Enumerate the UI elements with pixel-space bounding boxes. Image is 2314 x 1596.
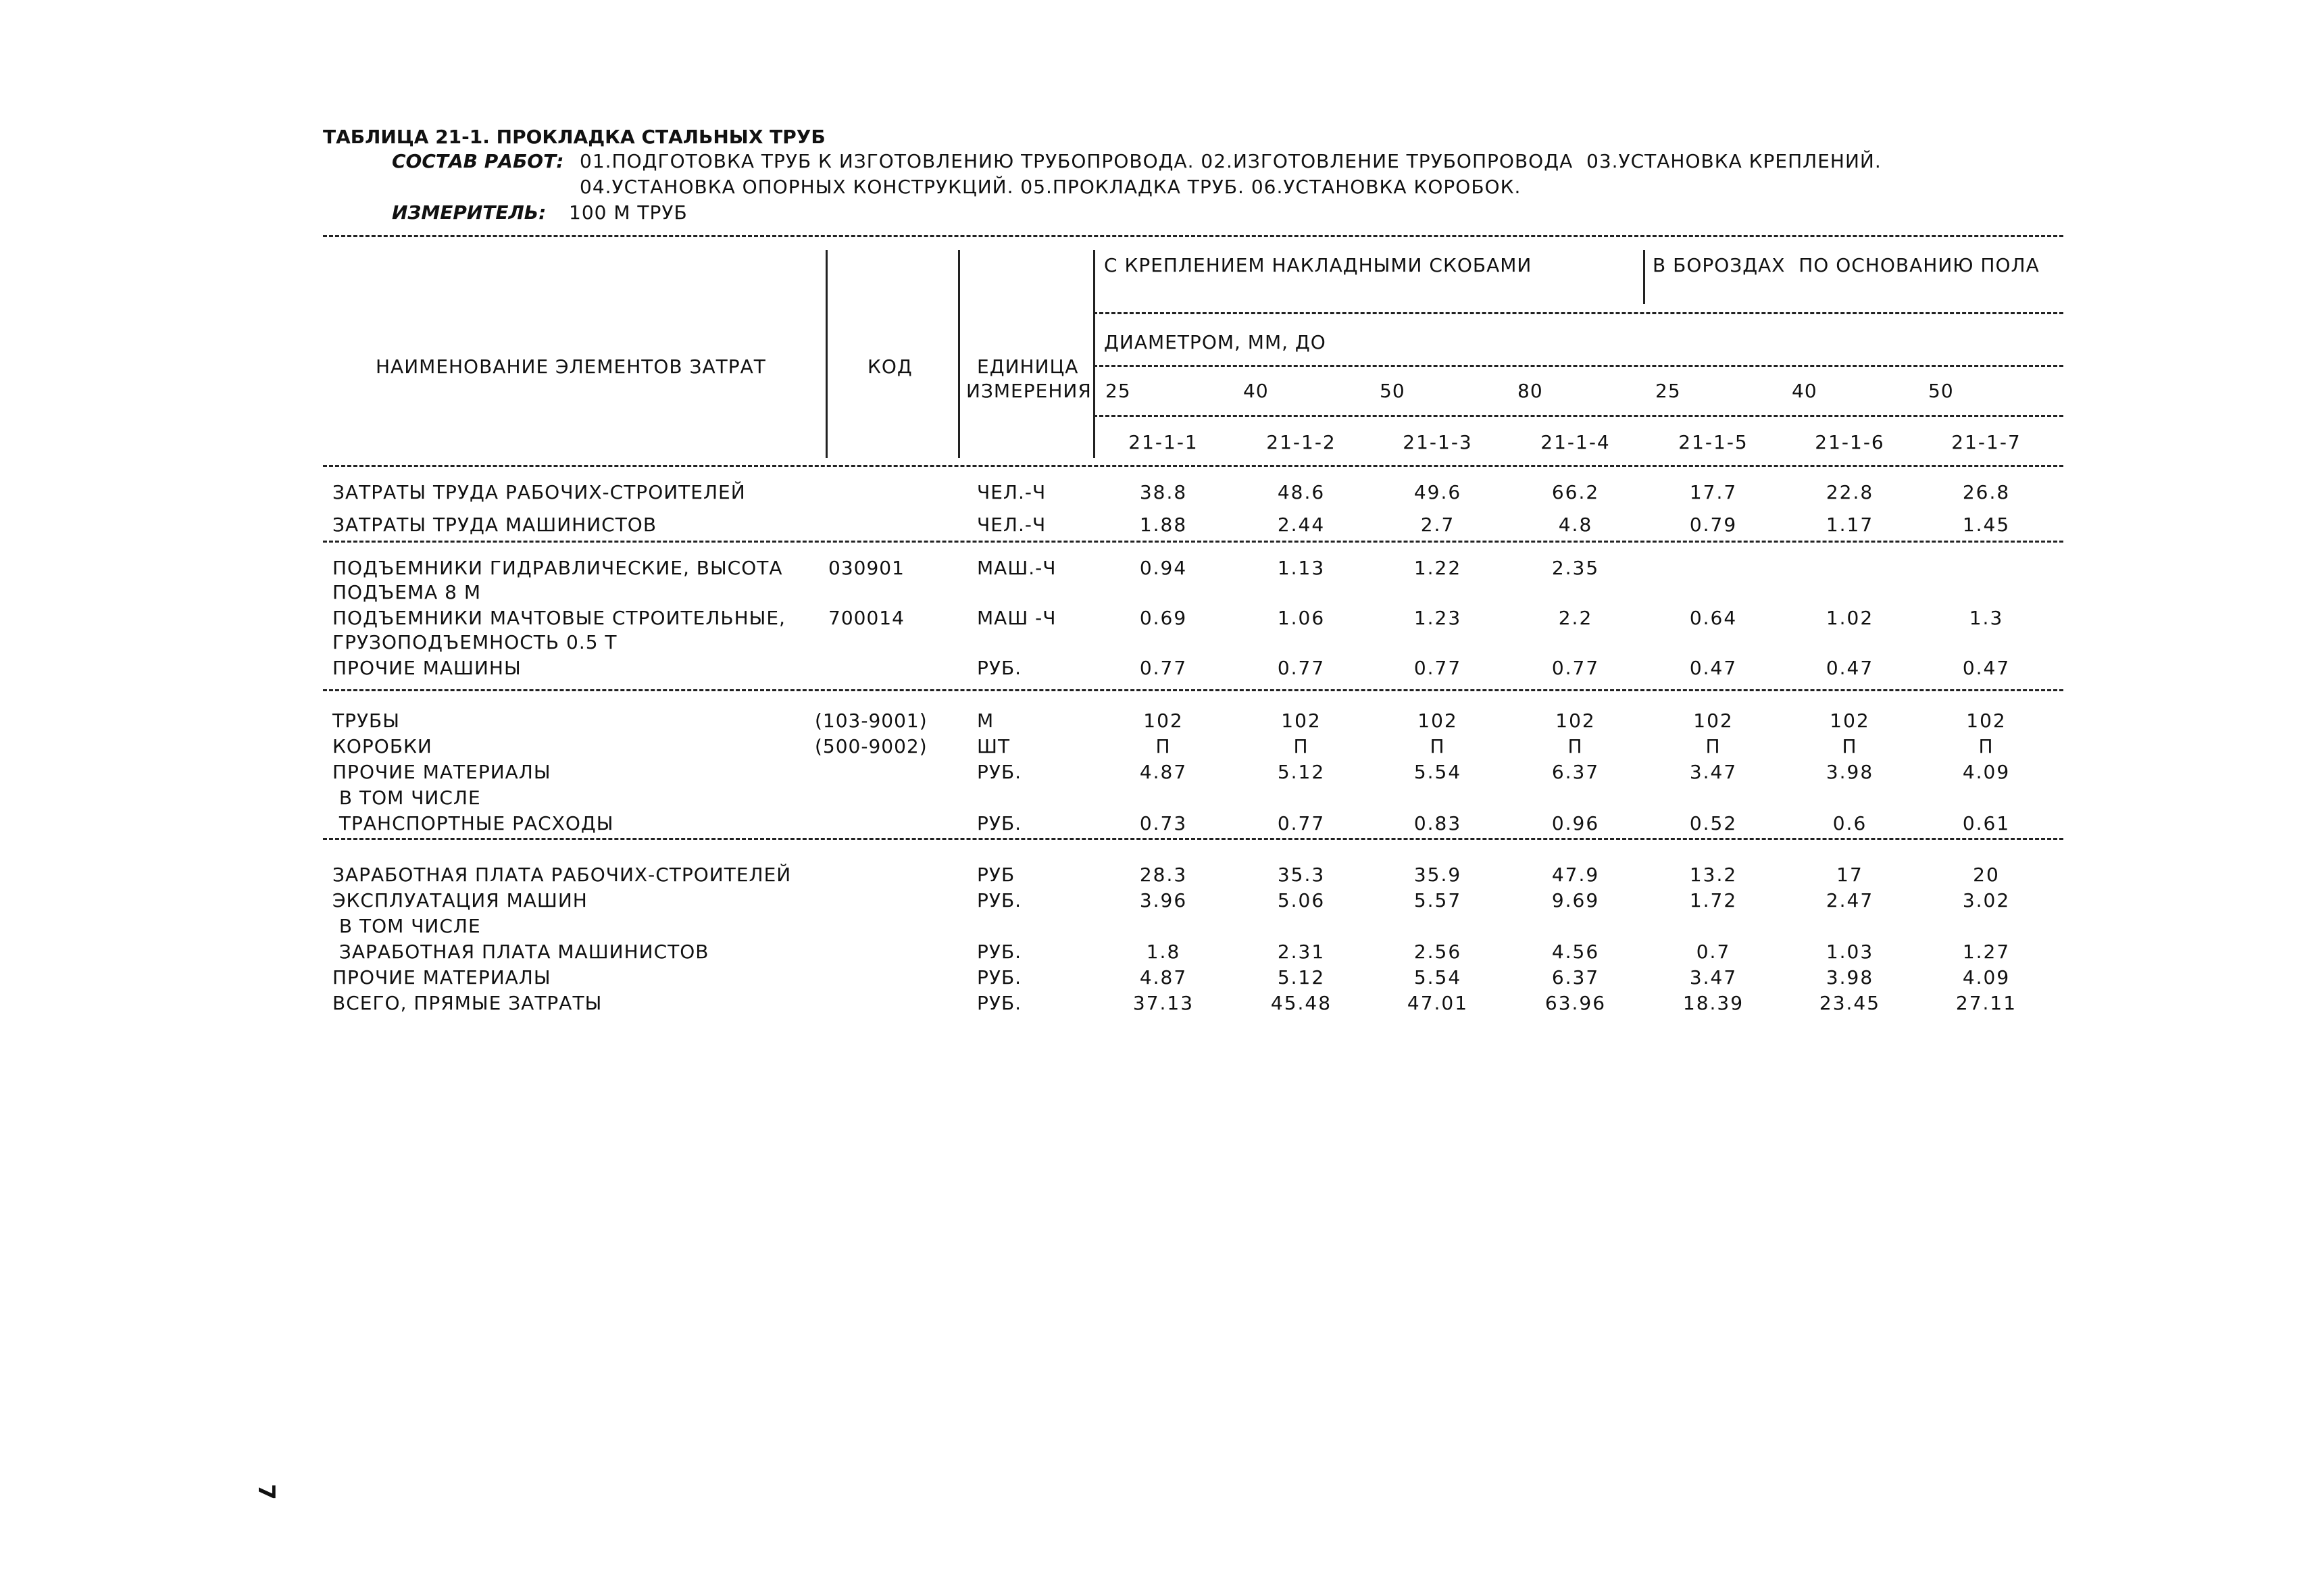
row-value: 1.22 — [1413, 557, 1462, 579]
row-value: 2.7 — [1420, 514, 1455, 536]
row-value: 2.31 — [1277, 941, 1326, 963]
row-value: 0.7 — [1696, 941, 1731, 963]
row-unit: РУБ. — [977, 761, 1022, 783]
row-value: 0.77 — [1139, 657, 1188, 679]
row-value: 1.88 — [1139, 514, 1188, 536]
row-value: 3.98 — [1826, 761, 1874, 783]
row-value: 0.96 — [1551, 812, 1600, 834]
work-line-2: 04.УСТАНОВКА ОПОРНЫХ КОНСТРУКЦИЙ. 05.ПРОКЛАДКА ТРУБ. 06.УСТАНОВКА КОРОБОК. — [580, 176, 1521, 198]
row-unit: РУБ. — [977, 657, 1022, 679]
row-value: П — [1705, 735, 1721, 757]
row-value: 5.12 — [1277, 761, 1326, 783]
row-code: (500-9002) — [815, 735, 928, 757]
row-value: 6.37 — [1551, 761, 1600, 783]
row-name: ЗАРАБОТНАЯ ПЛАТА РАБОЧИХ-СТРОИТЕЛЕЙ — [332, 864, 792, 886]
page-number: 7 — [252, 1484, 280, 1500]
group-divider — [1643, 250, 1645, 304]
row-value: 5.12 — [1277, 966, 1326, 989]
row-value: 22.8 — [1826, 481, 1874, 503]
row-value: 6.37 — [1551, 966, 1600, 989]
row-name: ТРУБЫ — [332, 709, 400, 732]
row-unit: РУБ. — [977, 966, 1022, 989]
row-value: 5.54 — [1413, 966, 1462, 989]
row-value: 0.47 — [1826, 657, 1874, 679]
row-value: 0.47 — [1962, 657, 2011, 679]
row-value: П — [1430, 735, 1446, 757]
row-value: 1.3 — [1969, 607, 2004, 629]
row-unit: РУБ. — [977, 941, 1022, 963]
row-unit: РУБ. — [977, 992, 1022, 1014]
row-value: 3.47 — [1689, 761, 1738, 783]
norm-code: 21-1-6 — [1815, 431, 1885, 453]
row-value: 1.27 — [1962, 941, 2011, 963]
row-name: ЗАРАБОТНАЯ ПЛАТА МАШИНИСТОВ — [332, 941, 709, 963]
row-value: 0.77 — [1413, 657, 1462, 679]
row-name: В ТОМ ЧИСЛЕ — [332, 915, 481, 937]
row-name-continuation: ГРУЗОПОДЪЕМНОСТЬ 0.5 Т — [332, 631, 618, 653]
section-rule-1 — [323, 541, 2063, 543]
row-value: 3.96 — [1139, 889, 1188, 912]
row-value: 17 — [1836, 864, 1863, 886]
row-value: 0.6 — [1832, 812, 1867, 834]
norm-code: 21-1-3 — [1403, 431, 1473, 453]
row-name: ПРОЧИЕ МАШИНЫ — [332, 657, 522, 679]
row-value: 4.87 — [1139, 761, 1188, 783]
diameter-value: 25 — [1655, 380, 1681, 402]
col-header-unit-2: ИЗМЕРЕНИЯ — [966, 380, 1092, 402]
row-value: 1.17 — [1826, 514, 1874, 536]
code-col-divider — [826, 250, 828, 458]
codes-rule — [1093, 415, 2063, 417]
row-value: 5.57 — [1413, 889, 1462, 912]
diameter-value: 50 — [1380, 380, 1405, 402]
diameter-values-rule — [1093, 365, 2063, 367]
norm-code: 21-1-5 — [1678, 431, 1749, 453]
row-value: 35.9 — [1413, 864, 1462, 886]
row-value: 102 — [1830, 709, 1870, 732]
group-header-grooves: В БОРОЗДАХ ПО ОСНОВАНИЮ ПОЛА — [1653, 254, 2040, 276]
row-value: 35.3 — [1277, 864, 1326, 886]
row-name: КОРОБКИ — [332, 735, 432, 757]
row-value: 0.64 — [1689, 607, 1738, 629]
row-name: ТРАНСПОРТНЫЕ РАСХОДЫ — [332, 812, 614, 834]
row-value: 2.35 — [1551, 557, 1600, 579]
values-col-divider — [1093, 250, 1095, 458]
row-value: 0.83 — [1413, 812, 1462, 834]
row-value: 102 — [1417, 709, 1458, 732]
row-value: 102 — [1143, 709, 1184, 732]
norm-code: 21-1-4 — [1540, 431, 1611, 453]
diameter-value: 50 — [1928, 380, 1954, 402]
work-line-1: 01.ПОДГОТОВКА ТРУБ К ИЗГОТОВЛЕНИЮ ТРУБОПРОВОДА. 02.ИЗГОТОВЛЕНИЕ ТРУБОПРОВОДА 03.УСТАНОВКА КРЕПЛЕНИЙ. — [580, 150, 1882, 172]
row-unit: ШТ — [977, 735, 1011, 757]
row-value: 1.45 — [1962, 514, 2011, 536]
unit-col-divider — [958, 250, 960, 458]
row-name: ЗАТРАТЫ ТРУДА МАШИНИСТОВ — [332, 514, 657, 536]
norm-code: 21-1-2 — [1266, 431, 1336, 453]
section-rule-3 — [323, 838, 2063, 840]
row-value: 0.77 — [1277, 657, 1326, 679]
row-value: 1.23 — [1413, 607, 1462, 629]
row-value: 13.2 — [1689, 864, 1738, 886]
row-value: 1.03 — [1826, 941, 1874, 963]
diameter-value: 80 — [1517, 380, 1543, 402]
row-value: 0.47 — [1689, 657, 1738, 679]
row-unit: МАШ -Ч — [977, 607, 1057, 629]
row-name: В ТОМ ЧИСЛЕ — [332, 787, 481, 809]
row-value: 1.02 — [1826, 607, 1874, 629]
row-value: 5.54 — [1413, 761, 1462, 783]
row-value: 5.06 — [1277, 889, 1326, 912]
row-name: ВСЕГО, ПРЯМЫЕ ЗАТРАТЫ — [332, 992, 603, 1014]
row-value: 2.2 — [1558, 607, 1593, 629]
row-value: 0.77 — [1277, 812, 1326, 834]
row-value: 102 — [1693, 709, 1734, 732]
row-value: 0.73 — [1139, 812, 1188, 834]
norm-code: 21-1-7 — [1951, 431, 2021, 453]
row-code: (103-9001) — [815, 709, 928, 732]
row-value: 17.7 — [1689, 481, 1738, 503]
col-header-unit-1: ЕДИНИЦА — [977, 355, 1079, 378]
meter-label: ИЗМЕРИТЕЛЬ: — [392, 201, 547, 224]
row-value: 18.39 — [1682, 992, 1744, 1014]
row-value: 4.09 — [1962, 966, 2011, 989]
row-value: 102 — [1281, 709, 1322, 732]
row-value: 45.48 — [1270, 992, 1332, 1014]
row-value: 2.56 — [1413, 941, 1462, 963]
row-value: 102 — [1555, 709, 1596, 732]
row-value: П — [1567, 735, 1584, 757]
row-value: 47.01 — [1407, 992, 1469, 1014]
diameter-value: 40 — [1243, 380, 1269, 402]
col-header-name: НАИМЕНОВАНИЕ ЭЛЕМЕНТОВ ЗАТРАТ — [376, 355, 766, 378]
row-name: ПОДЪЕМНИКИ ГИДРАВЛИЧЕСКИЕ, ВЫСОТА — [332, 557, 783, 579]
row-value: 9.69 — [1551, 889, 1600, 912]
row-name: ПОДЪЕМНИКИ МАЧТОВЫЕ СТРОИТЕЛЬНЫЕ, — [332, 607, 786, 629]
row-value: 1.13 — [1277, 557, 1326, 579]
table-top-rule — [323, 235, 2063, 237]
row-value: 48.6 — [1277, 481, 1326, 503]
col-header-code: КОД — [867, 355, 913, 378]
row-value: 0.94 — [1139, 557, 1188, 579]
row-value: 4.87 — [1139, 966, 1188, 989]
row-value: 4.09 — [1962, 761, 2011, 783]
row-value: 38.8 — [1139, 481, 1188, 503]
row-value: 0.69 — [1139, 607, 1188, 629]
row-unit: РУБ. — [977, 889, 1022, 912]
row-value: 27.11 — [1955, 992, 2017, 1014]
row-value: 3.47 — [1689, 966, 1738, 989]
row-value: 2.44 — [1277, 514, 1326, 536]
row-unit: ЧЕЛ.-Ч — [977, 514, 1047, 536]
row-value: 28.3 — [1139, 864, 1188, 886]
row-code: 700014 — [828, 607, 905, 629]
row-value: 0.61 — [1962, 812, 2011, 834]
row-value: 3.02 — [1962, 889, 2011, 912]
row-value: 49.6 — [1413, 481, 1462, 503]
row-value: П — [1842, 735, 1858, 757]
row-name: ПРОЧИЕ МАТЕРИАЛЫ — [332, 966, 551, 989]
row-value: 20 — [1973, 864, 2000, 886]
row-unit: ЧЕЛ.-Ч — [977, 481, 1047, 503]
row-value: 0.77 — [1551, 657, 1600, 679]
header-bottom-rule — [323, 465, 2063, 467]
row-value: 0.79 — [1689, 514, 1738, 536]
row-value: 2.47 — [1826, 889, 1874, 912]
row-value: 1.8 — [1146, 941, 1181, 963]
row-unit: М — [977, 709, 995, 732]
row-value: П — [1293, 735, 1309, 757]
row-value: 66.2 — [1551, 481, 1600, 503]
row-unit: МАШ.-Ч — [977, 557, 1057, 579]
row-unit: РУБ — [977, 864, 1015, 886]
diameter-rule — [1093, 312, 2063, 314]
row-value: 26.8 — [1962, 481, 2011, 503]
section-rule-2 — [323, 689, 2063, 691]
diameter-value: 25 — [1105, 380, 1131, 402]
row-value: 1.72 — [1689, 889, 1738, 912]
meter-value: 100 М ТРУБ — [569, 201, 688, 224]
row-value: 0.52 — [1689, 812, 1738, 834]
row-value: 4.8 — [1558, 514, 1593, 536]
norm-code: 21-1-1 — [1128, 431, 1199, 453]
row-value: 63.96 — [1544, 992, 1607, 1014]
row-value: 1.06 — [1277, 607, 1326, 629]
row-value: 3.98 — [1826, 966, 1874, 989]
row-name-continuation: ПОДЪЕМА 8 М — [332, 581, 482, 603]
row-name: ПРОЧИЕ МАТЕРИАЛЫ — [332, 761, 551, 783]
table-title: ТАБЛИЦА 21-1. ПРОКЛАДКА СТАЛЬНЫХ ТРУБ — [323, 126, 826, 148]
work-label: СОСТАВ РАБОТ: — [392, 150, 564, 172]
group-header-brackets: С КРЕПЛЕНИЕМ НАКЛАДНЫМИ СКОБАМИ — [1104, 254, 1532, 276]
row-name: ЭКСПЛУАТАЦИЯ МАШИН — [332, 889, 588, 912]
row-code: 030901 — [828, 557, 905, 579]
row-value: 47.9 — [1551, 864, 1600, 886]
row-value: П — [1155, 735, 1172, 757]
diameter-value: 40 — [1792, 380, 1817, 402]
row-value: 4.56 — [1551, 941, 1600, 963]
row-name: ЗАТРАТЫ ТРУДА РАБОЧИХ-СТРОИТЕЛЕЙ — [332, 481, 746, 503]
row-value: 37.13 — [1132, 992, 1194, 1014]
row-value: П — [1978, 735, 1994, 757]
row-value: 102 — [1966, 709, 2007, 732]
row-value: 23.45 — [1819, 992, 1881, 1014]
row-unit: РУБ. — [977, 812, 1022, 834]
diameter-header: ДИАМЕТРОМ, ММ, ДО — [1104, 331, 1326, 353]
